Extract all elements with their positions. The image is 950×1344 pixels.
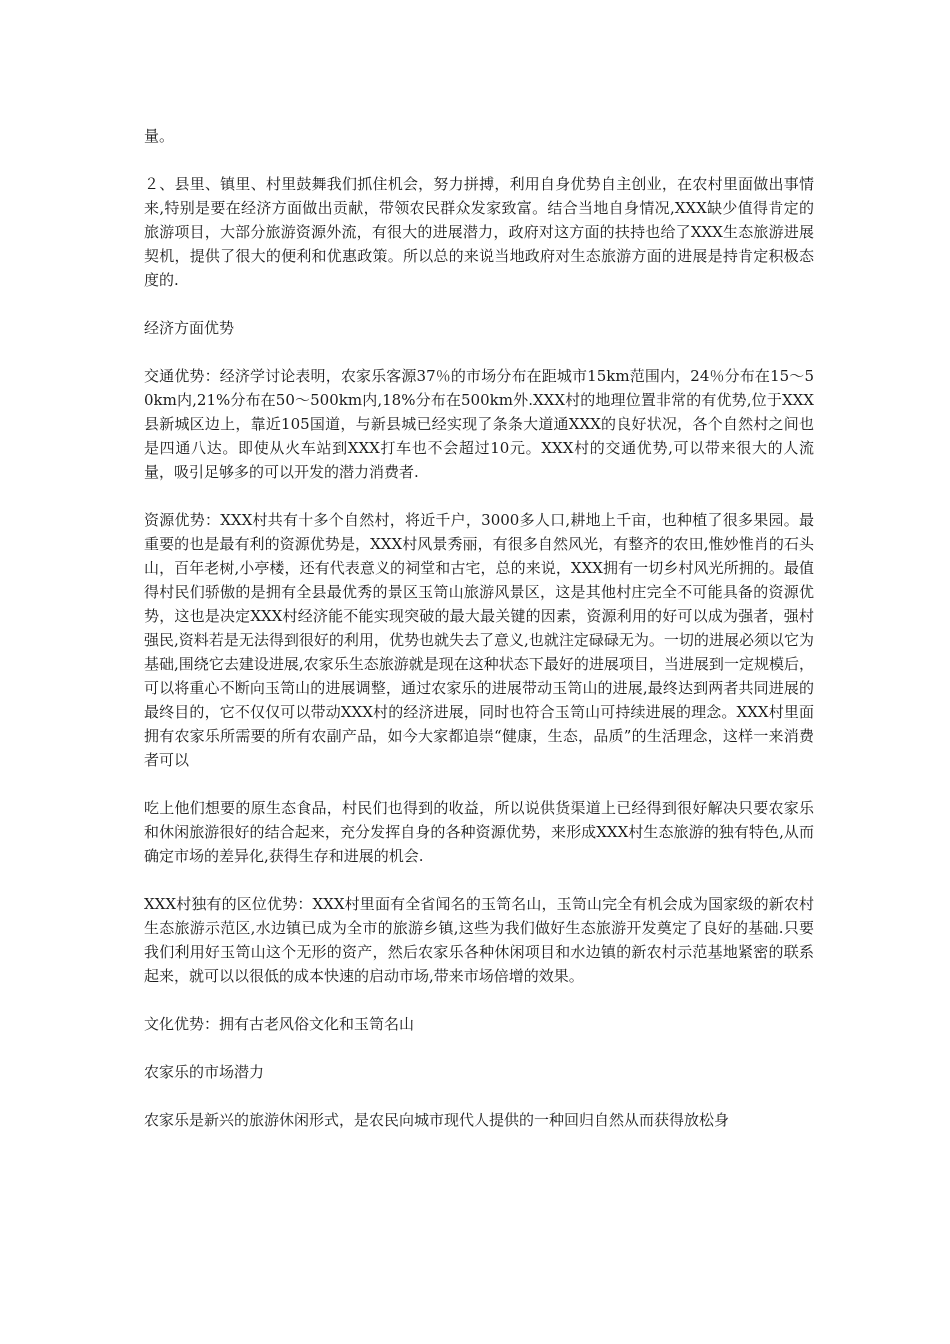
- paragraph-food-supply: 吃上他们想要的原生态食品，村民们也得到的收益，所以说供货渠道上已经得到很好解决只要农家乐和休闲旅游很好的结合起来，充分发挥自身的各种资源优势，来形成XXX村生态旅游的独有特色,从而确定市场的差异化,获得生存和进展的机会.: [144, 799, 814, 865]
- paragraph-market-intro: 农家乐是新兴的旅游休闲形式，是农民向城市现代人提供的一种回归自然从而获得放松身: [144, 1111, 730, 1129]
- paragraph-location-advantage: XXX村独有的区位优势：XXX村里面有全省闻名的玉笥名山，玉笥山完全有机会成为国家级的新农村生态旅游示范区,水边镇已成为全市的旅游乡镇,这些为我们做好生态旅游开发奠定了良好的基础.只要我们利用好玉笥山这个无形的资产，然后农家乐各种休闲项目和水边镇的新农村示范基地紧密的联系起来，就可以以很低的成本快速的启动市场,带来市场倍增的效果。: [144, 895, 814, 985]
- paragraph-cultural-advantage: 文化优势：拥有古老风俗文化和玉笥名山: [144, 1015, 415, 1033]
- paragraph-government-support: ２、县里、镇里、村里鼓舞我们抓住机会，努力拼搏，利用自身优势自主创业，在农村里面做出事情来,特别是要在经济方面做出贡献，带领农民群众发家致富。结合当地自身情况,XXX缺少值得肯定的旅游项目，大部分旅游资源外流，有很大的进展潜力，政府对这方面的扶持也给了XXX生态旅游进展契机，提供了很大的便利和优惠政策。所以总的来说当地政府对生态旅游方面的进展是持肯定积极态度的.: [144, 175, 814, 289]
- paragraph-transport-advantage: 交通优势：经济学讨论表明，农家乐客源37％的市场分布在距城市15km范围内，24％分布在15～50km内,21%分布在50～500km内,18%分布在500km外.XXX村的地理位置非常的有优势,位于XXX县新城区边上，靠近105国道，与新县城已经实现了条条大道通XXX的良好状况，各个自然村之间也是四通八达。即使从火车站到XXX打车也不会超过10元。XXX村的交通优势,可以带来很大的人流量，吸引足够多的可以开发的潜力消费者.: [144, 367, 814, 481]
- paragraph-continuation: 量。: [144, 127, 175, 145]
- section-heading-market-potential: 农家乐的市场潜力: [144, 1063, 265, 1081]
- paragraph-resource-advantage: 资源优势：XXX村共有十多个自然村，将近千户，3000多人口,耕地上千亩，也种植了很多果园。最重要的也是最有利的资源优势是，XXX村风景秀丽，有很多自然风光，有整齐的农田,惟妙惟肖的石头山，百年老树,小亭楼，还有代表意义的祠堂和古宅，总的来说，XXX拥有一切乡村风光所拥的。最值得村民们骄傲的是拥有全县最优秀的景区玉笥山旅游风景区，这是其他村庄完全不可能具备的资源优势，这也是决定XXX村经济能不能实现突破的最大最关键的因素，资源利用的好可以成为强者，强村强民,资料若是无法得到很好的利用，优势也就失去了意义,也就注定碌碌无为。一切的进展必须以它为基础,围绕它去建设进展,农家乐生态旅游就是现在这种状态下最好的进展项目，当进展到一定规模后，可以将重心不断向玉笥山的进展调整，通过农家乐的进展带动玉笥山的进展,最终达到两者共同进展的最终目的，它不仅仅可以带动XXX村的经济进展，同时也符合玉笥山可持续进展的理念。XXX村里面拥有农家乐所需要的所有农副产品，如今大家都追崇“健康，生态，品质”的生活理念，这样一来消费者可以: [144, 511, 814, 769]
- section-heading-economic-advantages: 经济方面优势: [144, 319, 235, 337]
- document-body: [144, 124, 814, 1156]
